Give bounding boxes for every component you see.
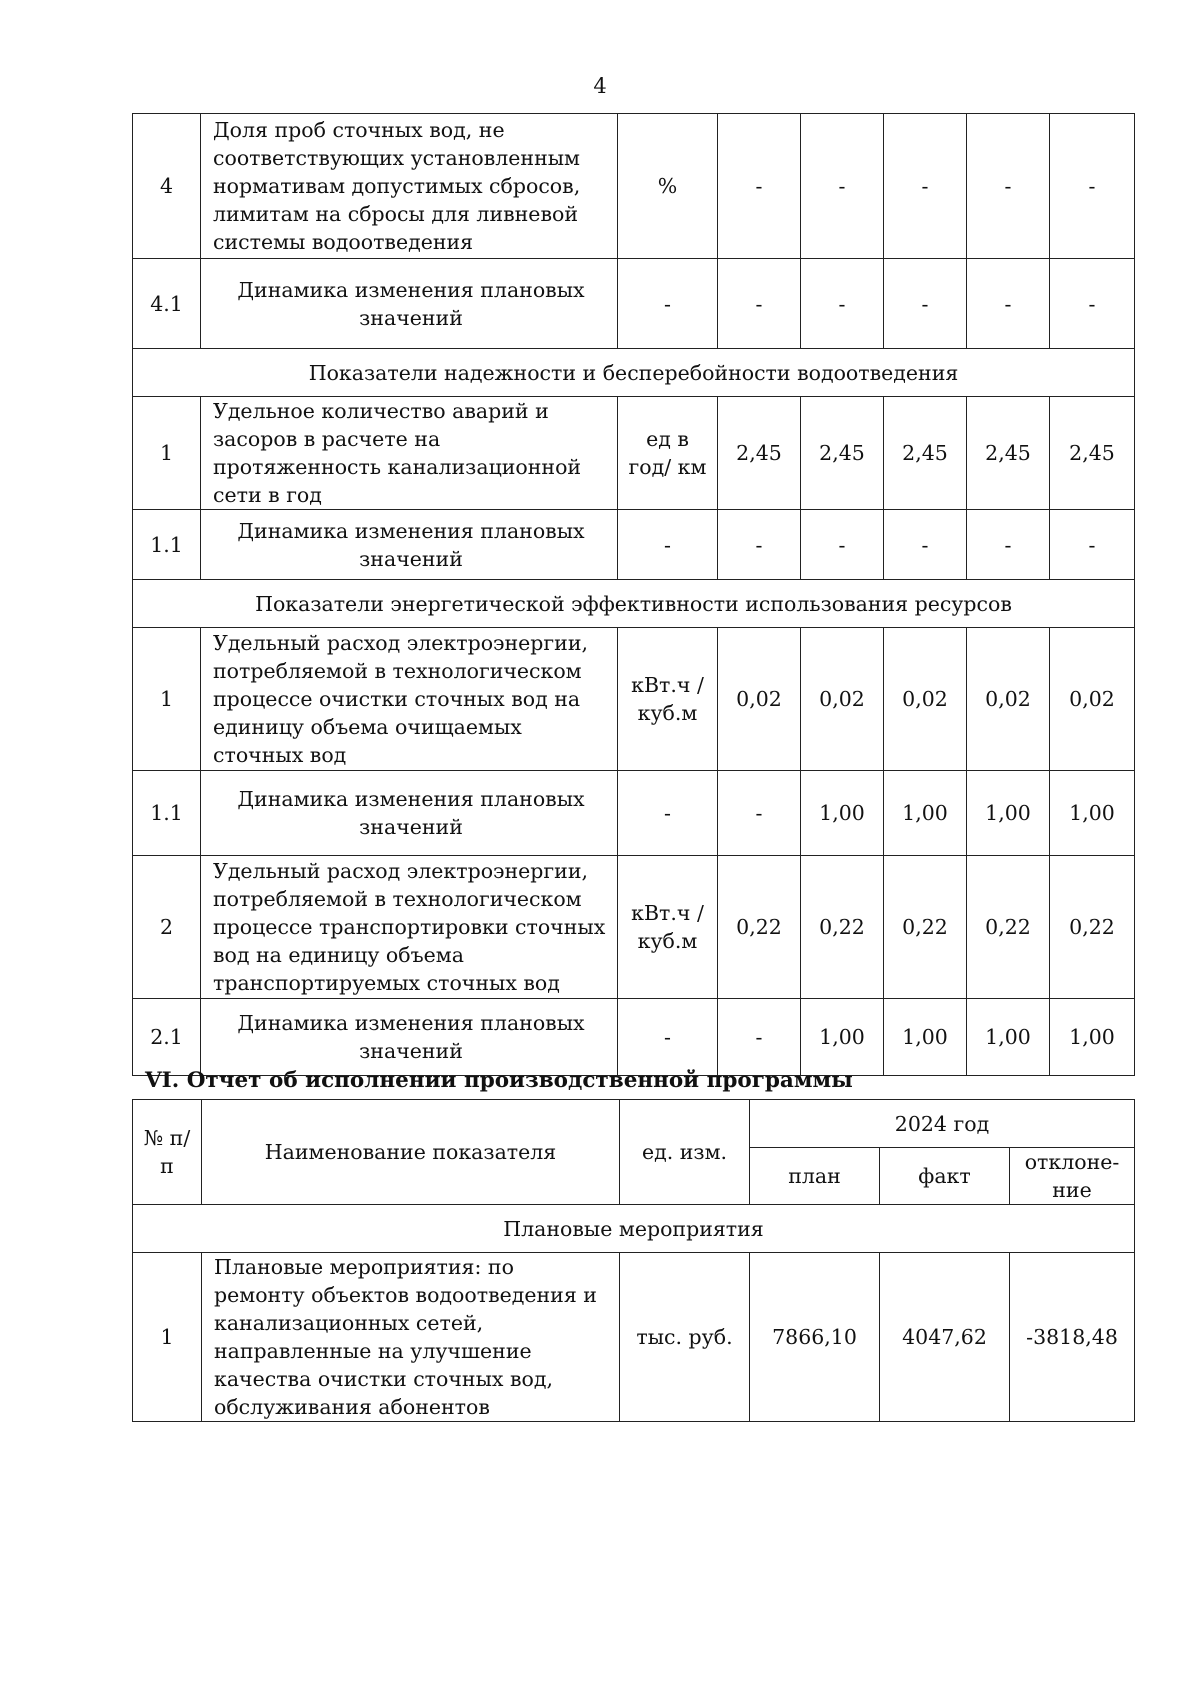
table-row [133, 856, 1135, 999]
row-num: 1 [133, 1253, 202, 1422]
row-num: 2.1 [133, 999, 201, 1076]
row-value: - [718, 999, 801, 1076]
row-value: 0,02 [884, 628, 967, 771]
row-value: - [967, 114, 1050, 259]
row-value: - [718, 510, 801, 580]
row-value: 1,00 [801, 999, 884, 1076]
row-value: - [884, 259, 967, 349]
row-value: 0,02 [1050, 628, 1135, 771]
row-value: - [801, 510, 884, 580]
header-unit: ед. изм. [620, 1100, 750, 1205]
row-plan: 7866,10 [750, 1253, 880, 1422]
section-title: Показатели надежности и бесперебойности водоотведения [133, 349, 1135, 397]
row-value: - [967, 259, 1050, 349]
row-deviation: -3818,48 [1010, 1253, 1135, 1422]
row-num: 4.1 [133, 259, 201, 349]
row-value: 1,00 [1050, 999, 1135, 1076]
header-num: № п/п [133, 1100, 202, 1205]
header-fact: факт [880, 1148, 1010, 1205]
indicators-table [132, 113, 1135, 1076]
row-name: Плановые мероприятия: по ремонту объектов водоотведения и канализационных сетей, направленные на улучшение качества очистки сточных вод, обслуживания абонентов [202, 1253, 620, 1422]
row-value: 0,22 [801, 856, 884, 999]
row-name: Динамика изменения плановых значений [201, 771, 618, 856]
table-row [133, 510, 1135, 580]
row-num: 1.1 [133, 771, 201, 856]
row-unit: - [618, 771, 718, 856]
header-name: Наименование показателя [202, 1100, 620, 1205]
row-value: - [967, 510, 1050, 580]
row-value: - [1050, 114, 1135, 259]
row-unit: ед в год/ км [618, 397, 718, 510]
row-num: 2 [133, 856, 201, 999]
row-value: 0,02 [967, 628, 1050, 771]
row-value: 2,45 [718, 397, 801, 510]
row-fact: 4047,62 [880, 1253, 1010, 1422]
row-unit: - [618, 999, 718, 1076]
row-value: 2,45 [884, 397, 967, 510]
row-value: 2,45 [801, 397, 884, 510]
row-value: - [718, 114, 801, 259]
page-number: 4 [593, 74, 607, 98]
header-deviation: отклоне-ние [1010, 1148, 1135, 1205]
table-row [133, 999, 1135, 1076]
table-row [133, 628, 1135, 771]
header-plan: план [750, 1148, 880, 1205]
row-num: 1 [133, 628, 201, 771]
row-name: Удельный расход электроэнергии, потребляемой в технологическом процессе очистки сточных вод на единицу объема очищаемых сточных вод [201, 628, 618, 771]
table-row [133, 771, 1135, 856]
row-value: 1,00 [967, 771, 1050, 856]
row-name: Доля проб сточных вод, не соответствующих установленным нормативам допустимых сбросов, лимитам на сбросы для ливневой системы водоотведения [201, 114, 618, 259]
row-value: 0,22 [967, 856, 1050, 999]
row-value: 1,00 [801, 771, 884, 856]
row-value: 1,00 [1050, 771, 1135, 856]
row-name: Удельное количество аварий и засоров в расчете на протяженность канализационной сети в год [201, 397, 618, 510]
row-value: 0,02 [801, 628, 884, 771]
row-value: 2,45 [967, 397, 1050, 510]
row-value: - [801, 114, 884, 259]
section-row [133, 349, 1135, 397]
row-value: 1,00 [884, 771, 967, 856]
row-name: Удельный расход электроэнергии, потребляемой в технологическом процессе транспортировки сточных вод на единицу объема транспортируемых сточных вод [201, 856, 618, 999]
row-num: 4 [133, 114, 201, 259]
section-row [133, 580, 1135, 628]
table-row [133, 397, 1135, 510]
row-value: - [1050, 510, 1135, 580]
row-value: - [884, 114, 967, 259]
table-row [133, 114, 1135, 259]
row-unit: тыс. руб. [620, 1253, 750, 1422]
section-title: Показатели энергетической эффективности использования ресурсов [133, 580, 1135, 628]
section-row: Плановые мероприятия [133, 1205, 1135, 1253]
row-value: 1,00 [884, 999, 967, 1076]
row-unit: кВт.ч / куб.м [618, 856, 718, 999]
row-value: 0,22 [1050, 856, 1135, 999]
row-value: 0,02 [718, 628, 801, 771]
row-name: Динамика изменения плановых значений [201, 999, 618, 1076]
row-unit: % [618, 114, 718, 259]
row-num: 1 [133, 397, 201, 510]
row-num: 1.1 [133, 510, 201, 580]
header-year: 2024 год [750, 1100, 1135, 1148]
row-unit: - [618, 259, 718, 349]
row-unit: - [618, 510, 718, 580]
row-unit: кВт.ч / куб.м [618, 628, 718, 771]
row-value: - [718, 771, 801, 856]
section-heading: VI. Отчет об исполнении производственной программы [145, 1068, 853, 1093]
row-value: - [884, 510, 967, 580]
report-table [132, 1099, 1135, 1422]
table-row [133, 259, 1135, 349]
row-value: 0,22 [884, 856, 967, 999]
row-value: - [718, 259, 801, 349]
row-value: 2,45 [1050, 397, 1135, 510]
row-value: - [801, 259, 884, 349]
row-value: - [1050, 259, 1135, 349]
row-name: Динамика изменения плановых значений [201, 510, 618, 580]
row-value: 0,22 [718, 856, 801, 999]
row-value: 1,00 [967, 999, 1050, 1076]
row-name: Динамика изменения плановых значений [201, 259, 618, 349]
